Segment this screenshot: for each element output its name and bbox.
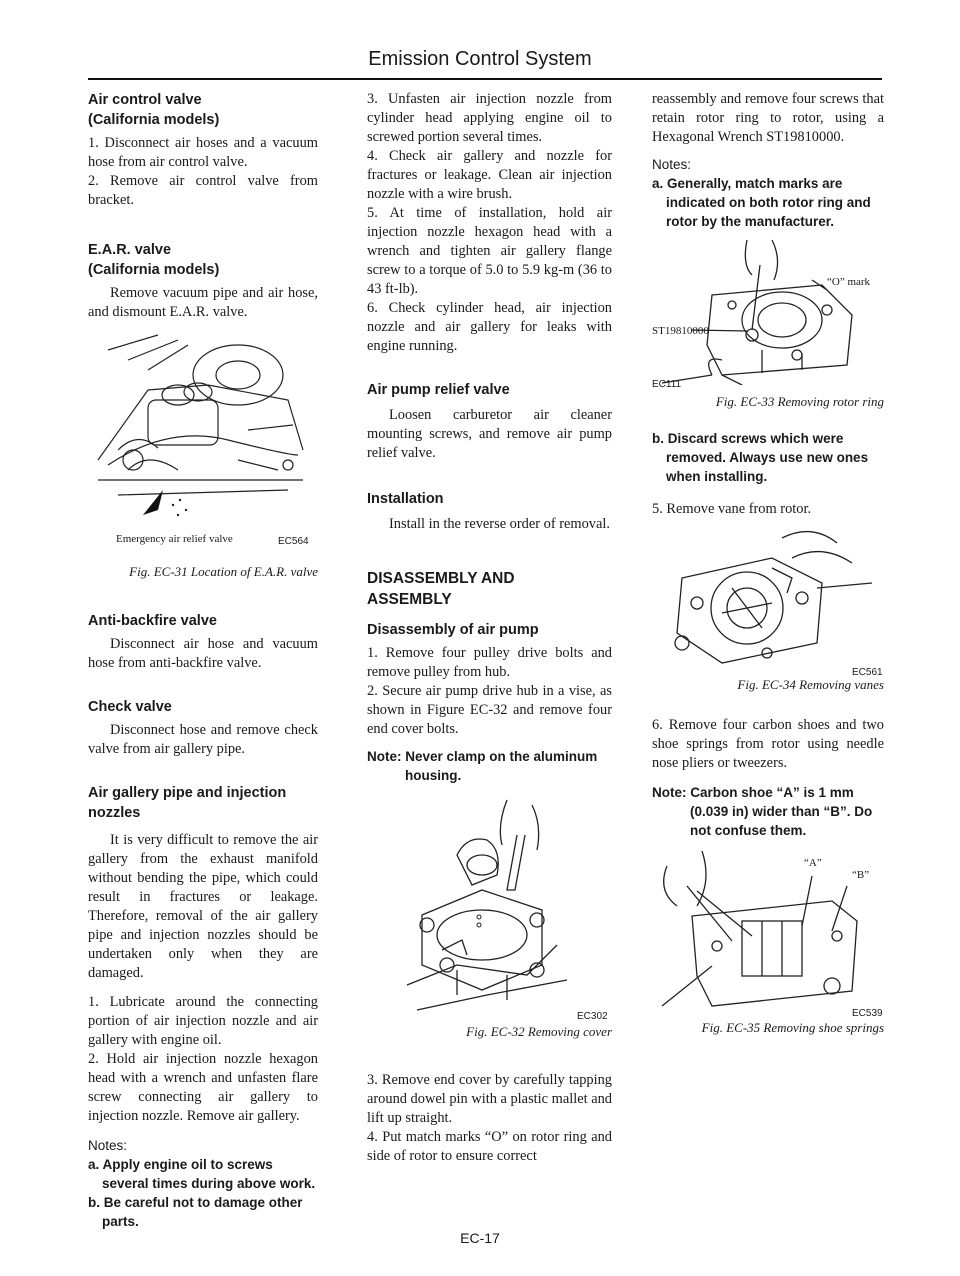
figure-caption: Fig. EC-31 Location of E.A.R. valve [129,564,318,579]
heading-check-valve: Check valve [88,699,172,715]
figure-code: EC111 [652,379,682,390]
o-mark-label: “O” mark [827,276,871,288]
paragraph: Install in the reverse order of removal. [389,516,610,532]
shoe-b-label: “B” [852,869,870,881]
paragraph: 5. At time of installation, hold air injection nozzle hexagon head with a wrench and tighten air gallery flange screw to a torque of 5.0 to 5.9 kg-m (36 to 43 ft-lb). [367,205,612,297]
note: Note: Never clamp on the aluminum housing. [367,749,598,783]
engine-bay-illustration [88,330,318,530]
paragraph: 6. Check cylinder head, air injection nozzle and air gallery for leaks with engine running. [367,300,612,354]
note-a: a. Apply engine oil to screws several times during above work. [88,1157,316,1191]
heading-california-models: (California models) [88,262,220,278]
heading-california-models: (California models) [88,112,220,128]
paragraph: reassembly and remove four screws that retain rotor ring to rotor, using a Hexagonal Wrench ST19810000. [652,91,884,145]
heading-disassembly-and-assembly: DISASSEMBLY AND ASSEMBLY [367,570,515,608]
figure-ec-34 [652,523,884,678]
page-header: Emission Control System [368,48,592,70]
figure-code: EC539 [852,1008,883,1019]
header-rule [88,78,882,80]
rotor-ring-illustration [652,235,884,385]
page-number: EC-17 [460,1230,500,1246]
figure-caption: Fig. EC-32 Removing cover [466,1024,612,1039]
paragraph: Disconnect hose and remove check valve from air gallery pipe. [88,722,318,757]
paragraph: 1. Disconnect air hoses and a vacuum hose from air control valve. [88,135,318,170]
figure-code: EC302 [577,1011,608,1022]
paragraph: Loosen carburetor air cleaner mounting screws, and remove air pump relief valve. [367,407,612,461]
notes-title: Notes: [88,1138,128,1153]
figure-caption: Fig. EC-35 Removing shoe springs [701,1020,884,1035]
air-pump-cover-illustration [367,795,612,1015]
figure-ec-31 [88,330,318,560]
paragraph: 5. Remove vane from rotor. [652,501,812,517]
notes-title: Notes: [652,157,692,172]
figure-caption: Fig. EC-33 Removing rotor ring [715,394,884,409]
paragraph: 1. Lubricate around the connecting portion of air injection nozzle and air gallery with engine oil. [88,994,318,1048]
figure-caption: Fig. EC-34 Removing vanes [737,677,884,692]
heading-ear-valve: E.A.R. valve [88,242,172,258]
column-1 [88,90,318,1231]
heading-air-pump-relief-valve: Air pump relief valve [367,382,510,398]
tool-label: ST19810000 [652,325,709,337]
figure-ec-33 [652,235,884,390]
figure-ec-32 [367,795,612,1020]
paragraph: 4. Check air gallery and nozzle for fractures or leakage. Clean air injection nozzle with a wire brush. [367,148,612,202]
note-b: b. Be careful not to damage other parts. [88,1195,303,1229]
figure-label: Emergency air relief valve [116,533,233,545]
column-2 [367,90,612,1166]
heading-installation: Installation [367,491,444,507]
note-a: a. Generally, match marks are indicated on both rotor ring and rotor by the manufacturer. [652,176,871,229]
paragraph: 3. Unfasten air injection nozzle from cylinder head applying engine oil to screwed portion several times. [367,91,612,145]
figure-code: EC564 [278,536,309,547]
note-c: Note: Carbon shoe “A” is 1 mm (0.039 in) wider than “B”. Do not confuse them. [652,785,873,838]
paragraph: 2. Hold air injection nozzle hexagon head with a wrench and unfasten flare screw connecting air gallery to injection nozzle. Remove air gallery. [88,1051,318,1124]
paragraph: 2. Remove air control valve from bracket. [88,173,318,208]
paragraph: 6. Remove four carbon shoes and two shoe springs from rotor using needle nose pliers or tweezers. [652,717,884,771]
paragraph: It is very difficult to remove the air gallery from the exhaust manifold without bending the pipe, which could result in fractures or leakage. Therefore, removal of the air gallery pipe and injection nozzles should be undertaken only when they are damaged. [88,832,318,981]
figure-code: EC561 [852,667,883,678]
paragraph: 3. Remove end cover by carefully tapping around dowel pin with a plastic mallet and lift up straight. [367,1072,612,1126]
shoe-spring-removal-illustration [652,846,884,1011]
column-3 [652,90,884,1037]
heading-disassembly-of-air-pump: Disassembly of air pump [367,622,539,638]
note-b: b. Discard screws which were removed. Always use new ones when installing. [652,431,869,484]
heading-air-gallery-pipe: Air gallery pipe and injection nozzles [88,785,287,821]
paragraph: Disconnect air hose and vacuum hose from anti-backfire valve. [88,636,318,671]
paragraph: 2. Secure air pump drive hub in a vise, as shown in Figure EC-32 and remove four end cover bolts. [367,683,612,737]
shoe-a-label: “A” [804,857,822,869]
paragraph: 4. Put match marks “O” on rotor ring and side of rotor to ensure correct [367,1129,612,1164]
paragraph: Remove vacuum pipe and air hose, and dismount E.A.R. valve. [88,285,318,320]
vane-removal-illustration [652,523,884,668]
paragraph: 1. Remove four pulley drive bolts and remove pulley from hub. [367,645,612,680]
figure-ec-35 [652,846,884,1019]
heading-anti-backfire-valve: Anti-backfire valve [88,613,217,629]
heading-air-control-valve: Air control valve [88,92,202,108]
